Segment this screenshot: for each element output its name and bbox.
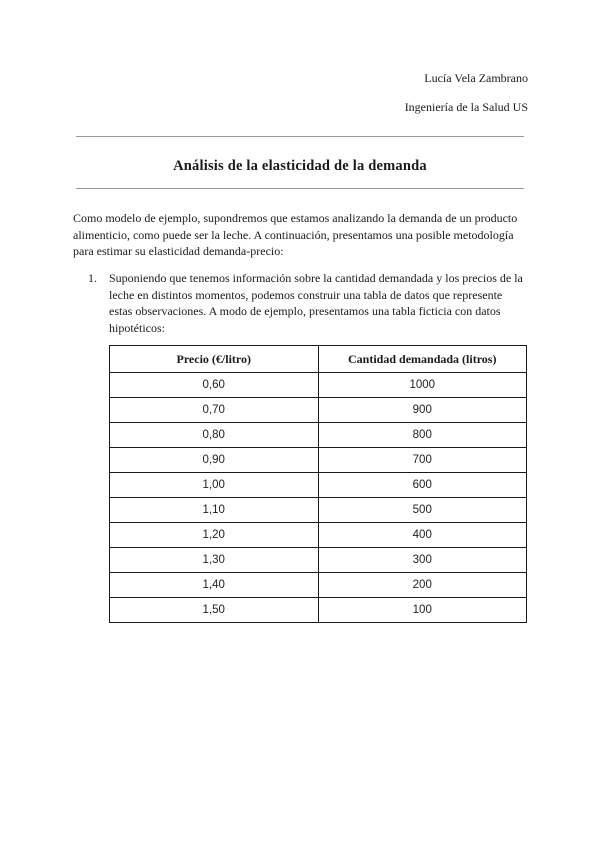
quantity-cell: 700 xyxy=(318,448,527,473)
price-cell: 1,50 xyxy=(110,598,319,623)
price-cell: 0,80 xyxy=(110,423,319,448)
table-row xyxy=(110,398,527,423)
quantity-cell: 300 xyxy=(318,548,527,573)
table-row xyxy=(110,473,527,498)
quantity-cell: 400 xyxy=(318,523,527,548)
quantity-cell: 900 xyxy=(318,398,527,423)
document-title: Análisis de la elasticidad de la demanda xyxy=(173,158,427,174)
quantity-cell: 1000 xyxy=(318,373,527,398)
table-row xyxy=(110,373,527,398)
column-header-quantity: Cantidad demandada (litros) xyxy=(318,346,527,373)
list-item-text: Suponiendo que tenemos información sobre la cantidad demandada y los precios de la leche en distintos momentos, podemos construir una tabla de datos que represente estas observaciones. A modo de ejemplo, presentamos una tabla ficticia con datos hipotéticos: xyxy=(109,271,523,335)
quantity-cell: 100 xyxy=(318,598,527,623)
table-row xyxy=(110,523,527,548)
table-header-row xyxy=(110,346,527,373)
quantity-cell: 800 xyxy=(318,423,527,448)
institution-name: Ingeniería de la Salud US xyxy=(404,100,528,114)
table-row xyxy=(110,548,527,573)
price-cell: 1,00 xyxy=(110,473,319,498)
data-table xyxy=(109,345,527,623)
table-row xyxy=(110,498,527,523)
quantity-cell: 200 xyxy=(318,573,527,598)
price-cell: 1,30 xyxy=(110,548,319,573)
list-item-number: 1. xyxy=(88,271,97,285)
price-cell: 0,90 xyxy=(110,448,319,473)
table-row xyxy=(110,573,527,598)
author-name: Lucía Vela Zambrano xyxy=(424,71,528,85)
table-row xyxy=(110,598,527,623)
column-header-price: Precio (€/litro) xyxy=(110,346,319,373)
table-row xyxy=(110,448,527,473)
price-cell: 1,10 xyxy=(110,498,319,523)
quantity-cell: 500 xyxy=(318,498,527,523)
price-cell: 0,70 xyxy=(110,398,319,423)
price-cell: 0,60 xyxy=(110,373,319,398)
title-rule-bottom xyxy=(76,188,524,189)
intro-paragraph: Como modelo de ejemplo, supondremos que estamos analizando la demanda de un producto alimenticio, como puede ser la leche. A continuación, presentamos una posible metodología para estimar su elasticidad demanda-precio: xyxy=(73,211,518,258)
price-cell: 1,20 xyxy=(110,523,319,548)
quantity-cell: 600 xyxy=(318,473,527,498)
title-rule-top xyxy=(76,136,524,137)
price-cell: 1,40 xyxy=(110,573,319,598)
table-row xyxy=(110,423,527,448)
